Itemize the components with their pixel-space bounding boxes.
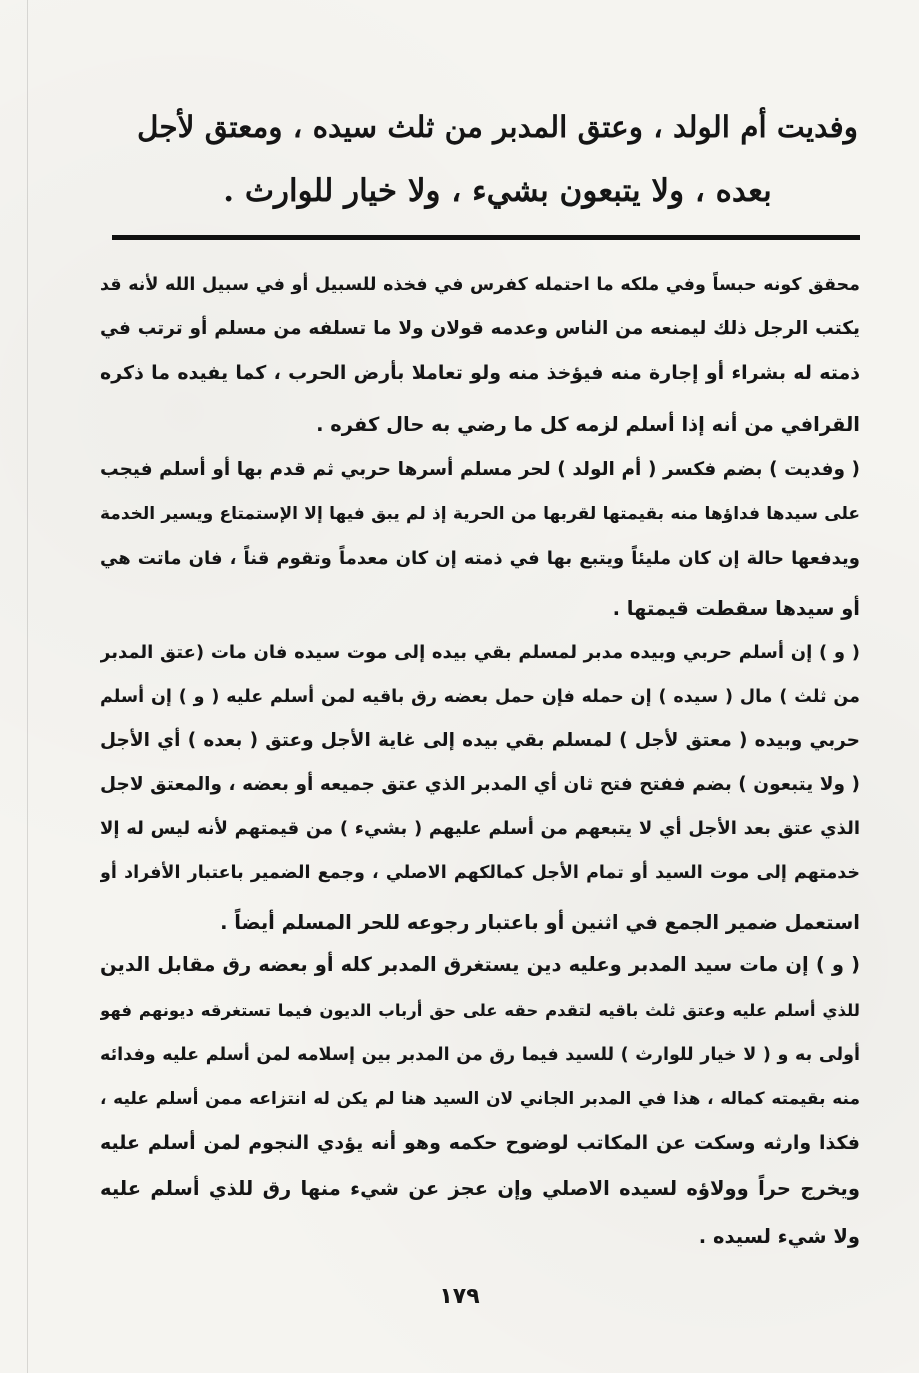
commentary-line: أو سيدها سقطت قيمتها .	[612, 597, 860, 620]
page-edge-line	[27, 0, 28, 1373]
commentary-line: ( ولا يتبعون ) بضم ففتح فتح ثان أي المدبر الذي عتق جميعه أو بعضه ، والمعتق لاجل	[100, 774, 860, 795]
commentary-line: فكذا وارثه وسكت عن المكاتب لوضوح حكمه وهو أنه يؤدي النجوم لمن أسلم عليه	[100, 1132, 860, 1154]
commentary-line: الذي عتق بعد الأجل أي لا يتبعهم من أسلم عليهم ( بشيء ) من قيمتهم لأنه ليس له إلا	[100, 818, 860, 839]
commentary-line: ذمته له بشراء أو إجارة منه فيؤخذ منه ولو تعاملا بأرض الحرب ، كما يفيده ما ذكره	[100, 362, 860, 384]
commentary-line: ويخرج حراً وولاؤه لسيده الاصلي وإن عجز عن شيء منها رق للذي أسلم عليه	[100, 1177, 860, 1200]
commentary-line: ( و ) إن مات سيد المدبر وعليه دين يستغرق المدبر كله أو بعضه رق مقابل الدين	[100, 953, 860, 976]
matn-line-1: وفديت أم الولد ، وعتق المدبر من ثلث سيده ، ومعتق لأجل	[137, 109, 858, 144]
commentary-line: ( وفديت ) بضم فكسر ( أم الولد ) لحر مسلم أسرها حربي ثم قدم بها أو أسلم فيجب	[100, 459, 860, 480]
page-number: ١٧٩	[439, 1284, 480, 1309]
commentary-line: أولى به و ( لا خيار للوارث ) للسيد فيما رق من المدبر بين إسلامه لمن أسلم عليه وفدائه	[100, 1045, 860, 1065]
commentary-line: خدمتهم إلى موت السيد أو تمام الأجل كمالكهم الاصلي ، وجمع الضمير باعتبار الأفراد أو	[100, 863, 860, 883]
commentary-line: من ثلث ) مال ( سيده ) إن حمله فإن حمل بعضه رق باقيه لمن أسلم عليه ( و ) إن أسلم	[100, 687, 860, 707]
commentary-line: يكتب الرجل ذلك ليمنعه من الناس وعدمه قولان ولا ما تسلفه من مسلم أو ترتب في	[100, 318, 860, 339]
section-divider	[112, 235, 860, 240]
commentary-line: ( و ) إن أسلم حربي وبيده مدبر لمسلم بقي بيده إلى موت سيده فان مات (عتق المدبر	[100, 642, 860, 663]
commentary-line: ويدفعها حالة إن كان مليئاً ويتبع بها في ذمته إن كان معدماً وتقوم قناً ، فان ماتت هي	[100, 548, 860, 569]
matn-line-2: بعده ، ولا يتبعون بشيء ، ولا خيار للوارث .	[223, 173, 772, 209]
commentary-line: على سيدها فداؤها منه بقيمتها لقربها من الحرية إذ لم يبق فيها إلا الإستمتاع ويسير الخدمة	[100, 504, 860, 524]
commentary-line: استعمل ضمير الجمع في اثنين أو باعتبار رجوعه للحر المسلم أيضاً .	[220, 911, 860, 934]
commentary-line: القرافي من أنه إذا أسلم لزمه كل ما رضي به حال كفره .	[316, 413, 860, 436]
commentary-line: ولا شيء لسيده .	[698, 1225, 860, 1248]
commentary-line: محقق كونه حبساً وفي ملكه ما احتمله كفرس في فخذه للسبيل أو في سبيل الله لأنه قد	[100, 275, 860, 295]
commentary-line: للذي أسلم عليه وعتق ثلث باقيه لتقدم حقه على حق أرباب الديون فيما تستغرقه ديونهم فهو	[100, 1001, 860, 1020]
commentary-line: حربي وبيده ( معتق لأجل ) لمسلم بقي بيده إلى غاية الأجل وعتق ( بعده ) أي الأجل	[100, 730, 860, 751]
commentary-line: منه بقيمته كماله ، هذا في المدبر الجاني لان السيد هنا لم يكن له انتزاعه ممن أسلم عليه ،	[100, 1089, 860, 1109]
